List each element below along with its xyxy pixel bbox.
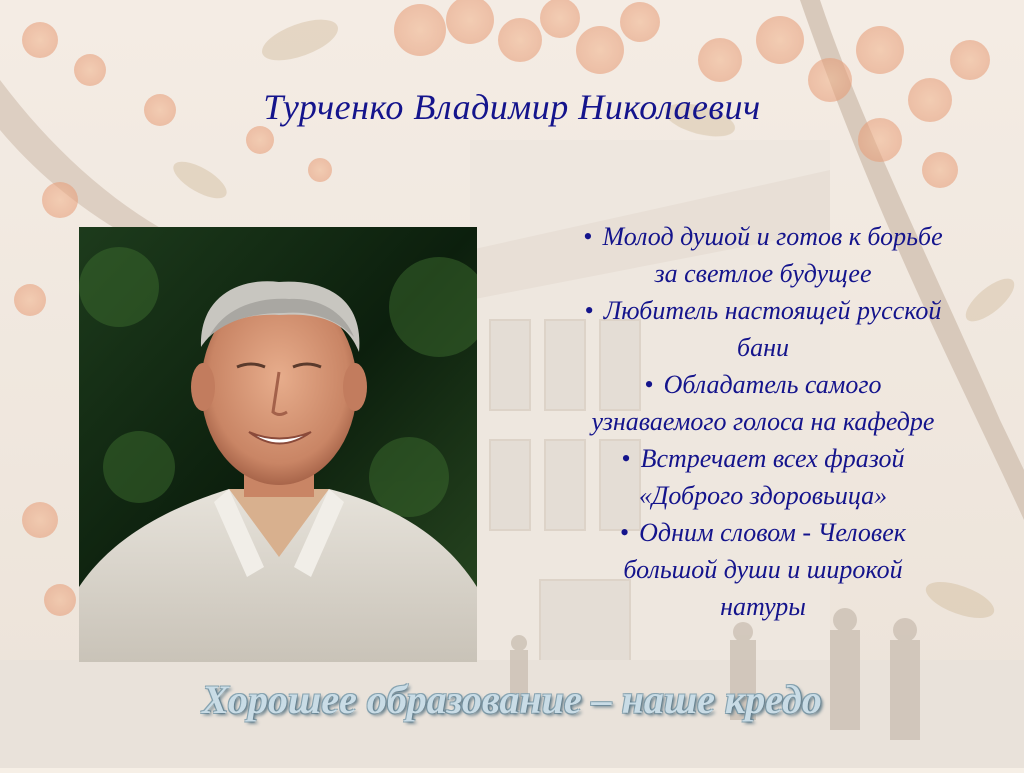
bullet-item xyxy=(528,292,998,366)
bullet-dot-icon: • xyxy=(644,370,654,399)
bullet-text: Любитель настоящей русской xyxy=(603,296,942,325)
bullet-dot-icon: • xyxy=(621,444,631,473)
bullet-text-cont: бани xyxy=(737,333,789,362)
bullet-list xyxy=(528,218,998,625)
bullet-text-cont: «Доброго здоровьица» xyxy=(638,481,888,510)
bullet-text: Молод душой и готов к борьбе xyxy=(602,222,943,251)
bullet-text-cont: узнаваемого голоса на кафедре xyxy=(591,407,935,436)
bullet-text: Одним словом - Человек xyxy=(639,518,906,547)
bullet-dot-icon: • xyxy=(620,518,630,547)
slide-title: Турченко Владимир Николаевич xyxy=(263,87,761,127)
bullet-item xyxy=(528,366,998,440)
bullet-text-cont: за светлое будущее xyxy=(654,259,872,288)
bullet-dot-icon: • xyxy=(584,296,594,325)
bullet-text: Обладатель самого xyxy=(663,370,882,399)
bullet-dot-icon: • xyxy=(583,222,593,251)
portrait-image xyxy=(79,227,477,662)
bullet-text: Встречает всех фразой xyxy=(640,444,905,473)
bullet-item xyxy=(528,514,998,625)
bullet-item xyxy=(528,218,998,292)
bullet-text-cont: большой души и широкой xyxy=(623,555,903,584)
bullet-item xyxy=(528,440,998,514)
bullet-text-cont: натуры xyxy=(720,592,806,621)
portrait-photo xyxy=(79,227,477,662)
motto-footer: Хорошее образование – наше кредо xyxy=(202,677,822,722)
